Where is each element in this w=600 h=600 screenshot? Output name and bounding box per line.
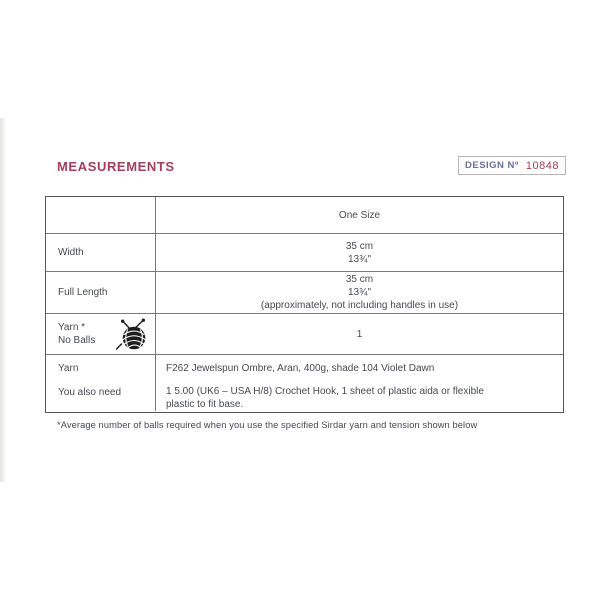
full-length-cm: 35 cm <box>345 274 374 285</box>
width-cm: 35 cm <box>345 240 374 252</box>
full-length-value-cell <box>156 272 563 313</box>
design-number-value: 10848 <box>525 159 559 172</box>
no-balls-label: No Balls <box>58 335 96 346</box>
empty-header-cell <box>46 197 156 233</box>
table-row-full-length <box>46 271 563 313</box>
one-size-header: One Size <box>338 209 381 221</box>
table-row-size-header <box>46 197 563 233</box>
yarn-asterisk-label: Yarn * <box>58 322 86 333</box>
you-also-need-value: 1 5.00 (UK6 – USA H/8) Crochet Hook, 1 sheet of plastic aida or flexible plastic to fit base. <box>166 386 484 410</box>
yarn-value: F262 Jewelspun Ombre, Aran, 400g, shade 104 Violet Dawn <box>166 363 435 374</box>
yarn-label: Yarn <box>58 363 79 374</box>
table-row-yarn-details <box>46 354 563 411</box>
yarn-details-label-cell <box>46 355 156 411</box>
yarn-balls-value: 1 <box>356 328 363 340</box>
width-value-cell <box>156 234 563 271</box>
full-length-label: Full Length <box>46 272 156 313</box>
yarn-details-value-cell <box>156 355 563 411</box>
yarn-ball-icon <box>113 317 151 351</box>
table-row-yarn-balls <box>46 313 563 354</box>
width-inches: 13¾" <box>347 253 371 265</box>
full-length-inches: 13¾" <box>347 287 371 298</box>
measurements-heading: MEASUREMENTS <box>57 159 175 174</box>
you-also-need-label: You also need <box>58 387 122 398</box>
full-length-note: (approximately, not including handles in use) <box>260 300 459 311</box>
table-row-width <box>46 233 563 271</box>
footnote: *Average number of balls required when you use the specified Sirdar yarn and tension shown below <box>57 420 478 430</box>
yarn-balls-label-cell <box>46 314 156 354</box>
measurements-table <box>45 196 564 413</box>
design-number-label: DESIGN Nº <box>465 160 519 171</box>
design-number-box <box>458 156 566 175</box>
page-edge-shadow <box>0 118 7 482</box>
width-label: Width <box>46 234 156 271</box>
